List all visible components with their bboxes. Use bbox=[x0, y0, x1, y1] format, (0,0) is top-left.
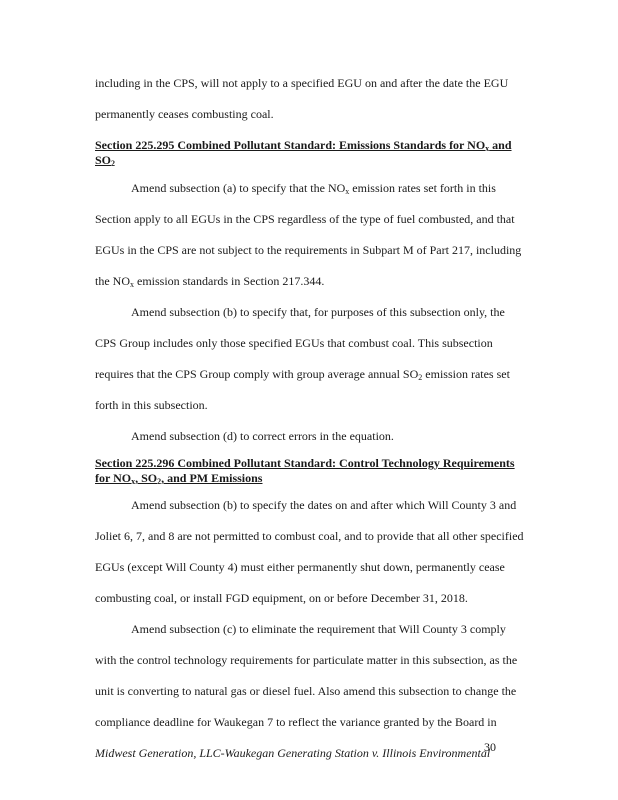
line-text: the NO bbox=[95, 274, 130, 288]
subscript: 2 bbox=[418, 373, 423, 382]
text-line: Amend subsection (b) to specify the dates on and after which Will County 3 and bbox=[131, 498, 517, 512]
line-text: emission rates set forth in this bbox=[349, 181, 496, 195]
text-line: EGUs in the CPS are not subject to the requirements in Subpart M of Part 217, including bbox=[95, 243, 522, 257]
subscript: x bbox=[485, 144, 490, 153]
text-line: Amend subsection (b) to specify that, for purposes of this subsection only, the bbox=[131, 305, 505, 319]
text-line: compliance deadline for Waukegan 7 to reflect the variance granted by the Board in bbox=[95, 715, 497, 729]
text-line: Amend subsection (c) to eliminate the requirement that Will County 3 comply bbox=[131, 622, 506, 636]
text-line: Amend subsection (d) to correct errors in the equation. bbox=[131, 429, 394, 443]
line-text: Amend subsection (a) to specify that the NO bbox=[131, 181, 346, 195]
text-line: Section apply to all EGUs in the CPS regardless of the type of fuel combusted, and that bbox=[95, 212, 515, 226]
section-heading-225-296: Section 225.296 Combined Pollutant Standard: Control Technology Requirements bbox=[95, 456, 515, 470]
text-line: combusting coal, or install FGD equipment, on or before December 31, 2018. bbox=[95, 591, 468, 605]
section-heading-225-296-cont bbox=[95, 471, 262, 485]
section-heading-225-295-cont bbox=[95, 153, 115, 167]
text-line: including in the CPS, will not apply to a specified EGU on and after the date the EGU bbox=[95, 76, 509, 90]
line-text: emission rates set bbox=[422, 367, 510, 381]
line-text: emission standards in Section 217.344. bbox=[134, 274, 325, 288]
subscript: x bbox=[345, 187, 350, 196]
subscript: x bbox=[130, 280, 134, 289]
text-line bbox=[131, 181, 496, 195]
text-line: CPS Group includes only those specified EGUs that combust coal. This subsection bbox=[95, 336, 493, 350]
heading-text: , SO bbox=[135, 471, 158, 485]
text-line: forth in this subsection. bbox=[95, 398, 208, 412]
text-line: EGUs (except Will County 4) must either permanently shut down, permanently cease bbox=[95, 560, 505, 574]
text-line: unit is converting to natural gas or diesel fuel. Also amend this subsection to change the bbox=[95, 684, 517, 698]
text-line: permanently ceases combusting coal. bbox=[95, 107, 274, 121]
section-heading-225-295 bbox=[95, 138, 512, 152]
page-number: 30 bbox=[484, 740, 496, 754]
heading-text: , and PM Emissions bbox=[161, 471, 263, 485]
heading-text: SO bbox=[95, 153, 112, 167]
subscript: 2 bbox=[157, 477, 162, 486]
heading-text: for NO bbox=[95, 471, 132, 485]
heading-text: Section 225.295 Combined Pollutant Standard: Emissions Standards for NO bbox=[95, 138, 486, 152]
text-line: with the control technology requirements for particulate matter in this subsection, as the bbox=[95, 653, 518, 667]
heading-text: and bbox=[489, 138, 512, 152]
text-line bbox=[95, 367, 510, 381]
subscript: 2 bbox=[111, 159, 116, 168]
text-line: Joliet 6, 7, and 8 are not permitted to combust coal, and to provide that all other specified bbox=[95, 529, 524, 543]
text-line: Midwest Generation, LLC-Waukegan Generating Station v. Illinois Environmental bbox=[95, 746, 491, 760]
text-line bbox=[95, 274, 324, 288]
subscript: x bbox=[131, 477, 136, 486]
line-text: requires that the CPS Group comply with group average annual SO bbox=[95, 367, 419, 381]
